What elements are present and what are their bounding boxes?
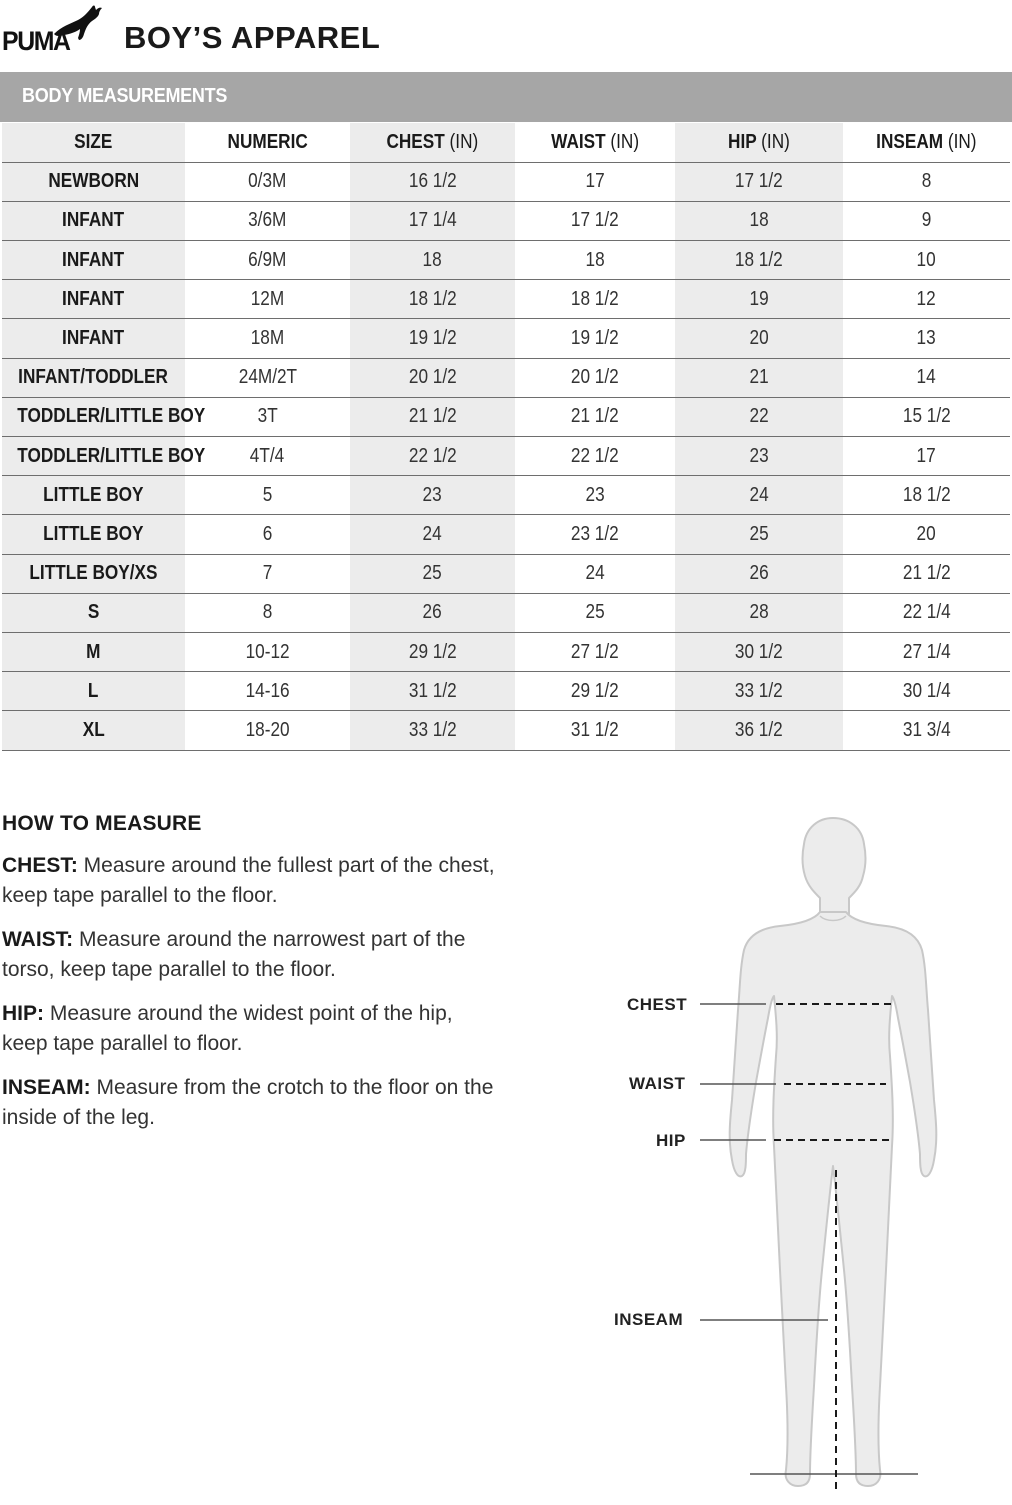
- how-to-measure: [2, 812, 502, 1147]
- table-cell: 22 1/4: [843, 593, 1010, 632]
- measure-instruction-hip: HIP: Measure around the widest point of the hip, keep tape parallel to floor.: [2, 1002, 453, 1055]
- table-body: [2, 162, 1010, 750]
- size-cell: LITTLE BOY/XS: [2, 554, 185, 593]
- table-cell: 14: [843, 358, 1010, 397]
- table-cell: 24: [350, 515, 515, 554]
- table-cell: 20: [843, 515, 1010, 554]
- table-cell: 22 1/2: [515, 437, 675, 476]
- table-cell: 22 1/2: [350, 437, 515, 476]
- table-cell: 18: [515, 241, 675, 280]
- size-cell: NEWBORN: [2, 162, 185, 201]
- table-cell: 17 1/4: [350, 201, 515, 240]
- column-header: CHEST (IN): [350, 123, 515, 162]
- table-cell: 25: [350, 554, 515, 593]
- column-header: INSEAM (IN): [876, 130, 977, 153]
- table-cell: 31 1/2: [350, 672, 515, 711]
- table-cell: 18: [675, 201, 843, 240]
- table-cell: 15 1/2: [843, 397, 1010, 436]
- table-cell: 18-20: [185, 711, 350, 750]
- table-cell: 21: [675, 358, 843, 397]
- table-cell: 29 1/2: [515, 672, 675, 711]
- table-cell: 33 1/2: [350, 711, 515, 750]
- table-cell: 22: [675, 397, 843, 436]
- table-cell: 6/9M: [185, 241, 350, 280]
- table-cell: 30 1/4: [843, 672, 1010, 711]
- column-header: HIP (IN): [675, 123, 843, 162]
- table-cell: 3/6M: [185, 201, 350, 240]
- table-cell: 20: [675, 319, 843, 358]
- table-cell: 23: [675, 437, 843, 476]
- figure-label-chest: CHEST: [627, 995, 688, 1014]
- table-row: [2, 162, 1010, 201]
- table-cell: 24: [675, 476, 843, 515]
- size-chart-table: [2, 123, 1010, 751]
- figure-label-inseam: INSEAM: [614, 1310, 684, 1329]
- column-header: NUMERIC: [227, 130, 308, 153]
- column-header: SIZE: [2, 123, 185, 162]
- section-bar: [0, 72, 1012, 122]
- figure-label-waist: WAIST: [629, 1074, 686, 1093]
- table-row: [2, 201, 1010, 240]
- table-cell: 21 1/2: [515, 397, 675, 436]
- table-header-row: [2, 123, 1010, 162]
- size-cell: S: [2, 593, 185, 632]
- table-cell: 12: [843, 280, 1010, 319]
- size-cell: TODDLER/LITTLE BOY: [2, 397, 185, 436]
- table-cell: 27 1/2: [515, 632, 675, 671]
- table-row: [2, 437, 1010, 476]
- size-cell: TODDLER/LITTLE BOY: [2, 437, 185, 476]
- table-cell: 23 1/2: [515, 515, 675, 554]
- table-cell: 13: [843, 319, 1010, 358]
- table-cell: 17 1/2: [675, 162, 843, 201]
- table-row: [2, 593, 1010, 632]
- table-row: [2, 672, 1010, 711]
- table-cell: 17: [843, 437, 1010, 476]
- table-cell: 26: [675, 554, 843, 593]
- table-cell: 21 1/2: [350, 397, 515, 436]
- table-row: [2, 280, 1010, 319]
- table-row: [2, 711, 1010, 750]
- table-cell: 7: [185, 554, 350, 593]
- table-cell: 30 1/2: [675, 632, 843, 671]
- size-cell: L: [2, 672, 185, 711]
- table-cell: 26: [350, 593, 515, 632]
- table-cell: 20 1/2: [350, 358, 515, 397]
- table-cell: 14-16: [185, 672, 350, 711]
- size-cell: LITTLE BOY: [2, 476, 185, 515]
- table-cell: 27 1/4: [843, 632, 1010, 671]
- table-cell: 18 1/2: [675, 241, 843, 280]
- table-row: [2, 515, 1010, 554]
- table-cell: 31 3/4: [843, 711, 1010, 750]
- table-cell: 24: [515, 554, 675, 593]
- table-cell: 23: [350, 476, 515, 515]
- puma-logo: [2, 4, 106, 54]
- section-title: BODY MEASUREMENTS: [22, 85, 228, 107]
- table-cell: 5: [185, 476, 350, 515]
- table-cell: 12M: [185, 280, 350, 319]
- table-cell: 18: [350, 241, 515, 280]
- header: [0, 0, 1012, 70]
- table-row: [2, 476, 1010, 515]
- size-cell: INFANT: [2, 201, 185, 240]
- size-cell: LITTLE BOY: [2, 515, 185, 554]
- table-cell: 20 1/2: [515, 358, 675, 397]
- table-cell: 28: [675, 593, 843, 632]
- measurement-figure: [600, 810, 1012, 1500]
- column-header: WAIST (IN): [551, 130, 639, 153]
- table-row: [2, 397, 1010, 436]
- table-cell: 3T: [185, 397, 350, 436]
- table-cell: 0/3M: [185, 162, 350, 201]
- table-cell: 16 1/2: [350, 162, 515, 201]
- table-cell: 24M/2T: [185, 358, 350, 397]
- page-title: BOY’S APPAREL: [124, 20, 381, 55]
- table-cell: 19 1/2: [350, 319, 515, 358]
- figure-label-hip: HIP: [656, 1131, 686, 1150]
- size-cell: INFANT/TODDLER: [2, 358, 185, 397]
- size-cell: INFANT: [2, 319, 185, 358]
- table-row: [2, 554, 1010, 593]
- measure-instruction-chest: CHEST: Measure around the fullest part of the chest, keep tape parallel to the floor.: [2, 854, 495, 907]
- table-cell: 18 1/2: [843, 476, 1010, 515]
- table-cell: 8: [843, 162, 1010, 201]
- table-cell: 8: [185, 593, 350, 632]
- table-row: [2, 358, 1010, 397]
- how-to-measure-title: HOW TO MEASURE: [2, 812, 202, 835]
- table-cell: 29 1/2: [350, 632, 515, 671]
- table-cell: 21 1/2: [843, 554, 1010, 593]
- table-cell: 4T/4: [185, 437, 350, 476]
- table-cell: 9: [843, 201, 1010, 240]
- measure-instruction-waist: WAIST: Measure around the narrowest part of the torso, keep tape parallel to the floor.: [2, 928, 466, 981]
- table-cell: 36 1/2: [675, 711, 843, 750]
- table-row: [2, 241, 1010, 280]
- size-cell: XL: [2, 711, 185, 750]
- table-cell: 25: [515, 593, 675, 632]
- table-cell: 18 1/2: [515, 280, 675, 319]
- table-row: [2, 319, 1010, 358]
- size-cell: INFANT: [2, 241, 185, 280]
- size-cell: INFANT: [2, 280, 185, 319]
- table-cell: 19: [675, 280, 843, 319]
- table-cell: 31 1/2: [515, 711, 675, 750]
- table-cell: 6: [185, 515, 350, 554]
- puma-wordmark: PUMA: [2, 26, 70, 56]
- body-silhouette: [600, 810, 1012, 1500]
- table-cell: 25: [675, 515, 843, 554]
- table-cell: 17 1/2: [515, 201, 675, 240]
- table-cell: 17: [515, 162, 675, 201]
- table-cell: 23: [515, 476, 675, 515]
- table-row: [2, 632, 1010, 671]
- size-cell: M: [2, 632, 185, 671]
- measure-instruction-inseam: INSEAM: Measure from the crotch to the floor on the inside of the leg.: [2, 1076, 494, 1129]
- table-cell: 33 1/2: [675, 672, 843, 711]
- table-cell: 18 1/2: [350, 280, 515, 319]
- table-cell: 18M: [185, 319, 350, 358]
- table-cell: 10-12: [185, 632, 350, 671]
- table-cell: 10: [843, 241, 1010, 280]
- table-cell: 19 1/2: [515, 319, 675, 358]
